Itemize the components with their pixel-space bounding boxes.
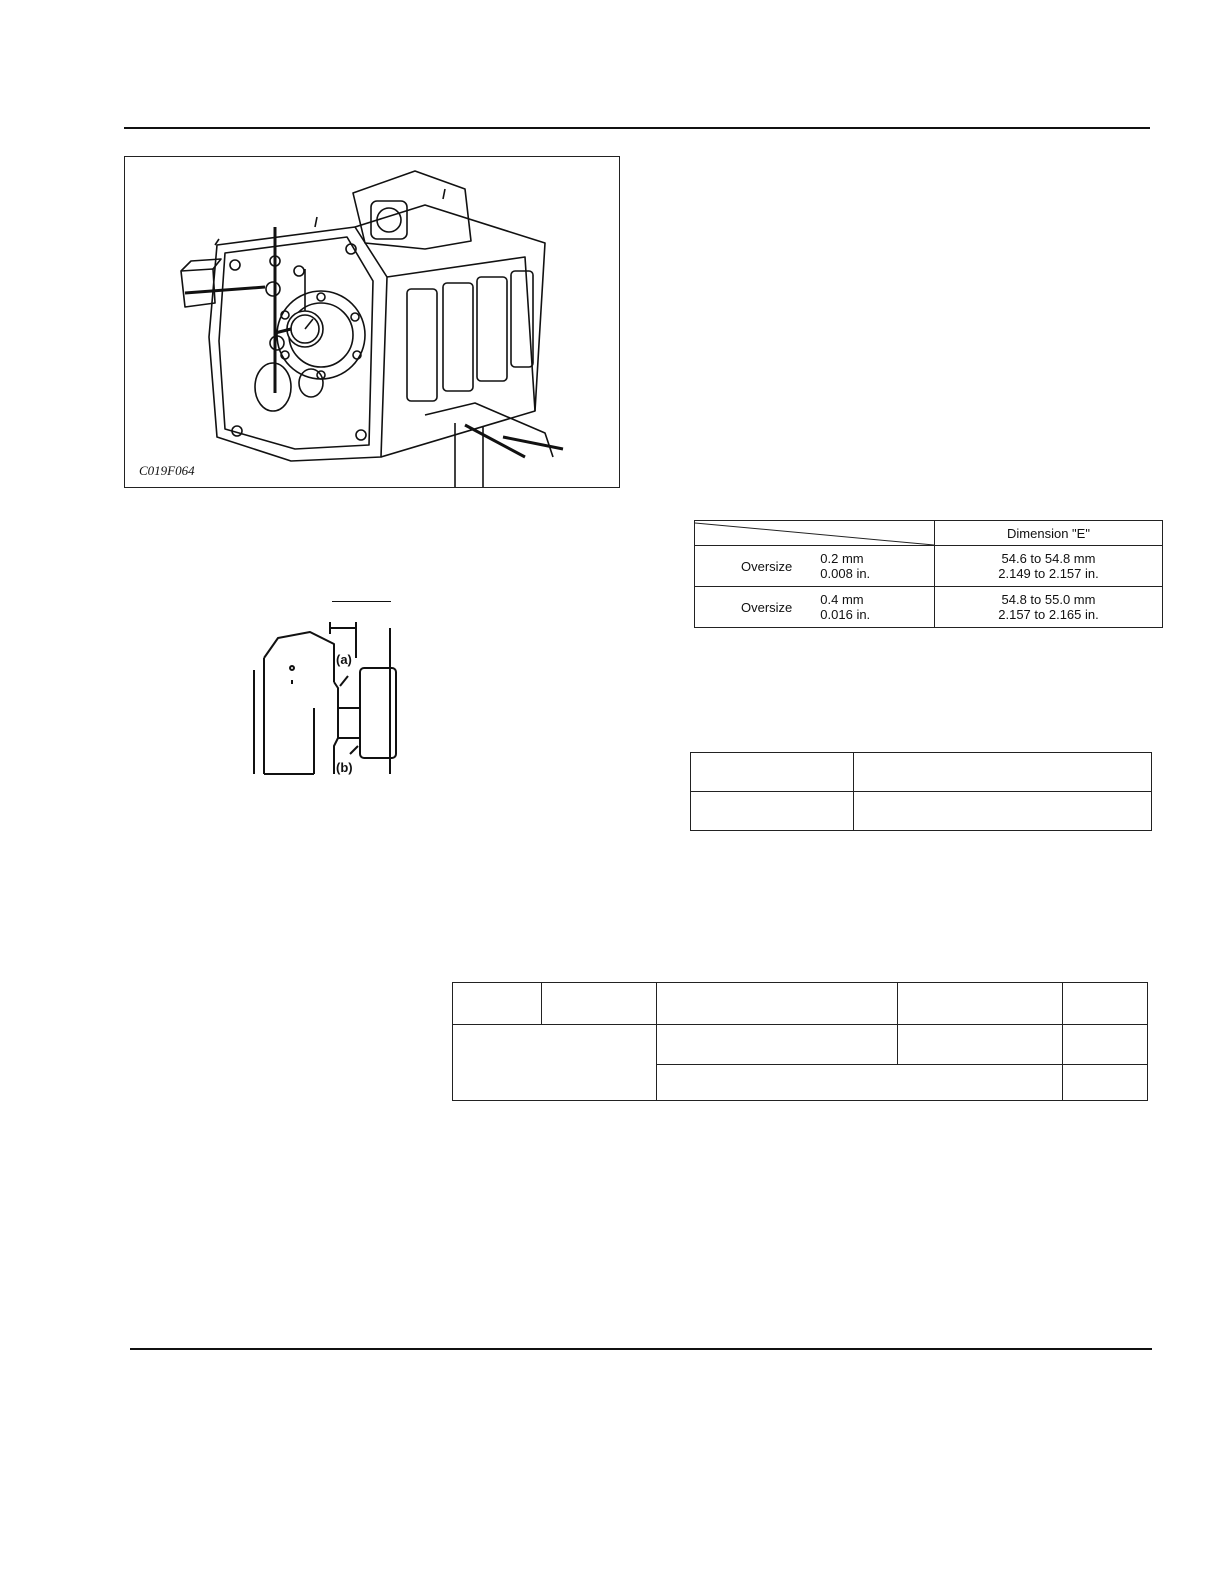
table-header-row (695, 521, 1163, 546)
fillet-label-a: (a) (336, 652, 352, 667)
table-row (691, 753, 1152, 792)
diagonal-header-cell (695, 521, 935, 546)
dimension-in: 2.149 to 2.157 in. (998, 566, 1099, 581)
blank-grid-table (452, 982, 1148, 1101)
dimension-mm: 54.6 to 54.8 mm (1001, 551, 1096, 566)
blank-spec-table (690, 752, 1152, 831)
oversize-label: Oversize (741, 558, 793, 574)
table-row (453, 983, 1148, 1025)
table-row (695, 587, 1163, 628)
oversize-mm: 0.4 mm (820, 592, 864, 607)
engine-dial-indicator-illustration (125, 157, 620, 488)
table-row (453, 1025, 1148, 1065)
oversize-in: 0.008 in. (820, 566, 871, 581)
dimension-e-table (694, 520, 1163, 628)
footer-rule (130, 1348, 1152, 1350)
oversize-label: Oversize (741, 599, 793, 615)
dimension-header: Dimension "E" (935, 521, 1163, 546)
fillet-label-b: (b) (336, 760, 353, 775)
crankshaft-icon (240, 598, 410, 778)
diagonal-line (695, 521, 934, 545)
header-rule (124, 127, 1150, 129)
oversize-in: 0.016 in. (820, 607, 871, 622)
engine-figure (124, 156, 620, 488)
crankshaft-fillet-diagram (240, 598, 410, 778)
figure-caption: C019F064 (139, 463, 195, 478)
dimension-mm: 54.8 to 55.0 mm (1001, 592, 1096, 607)
table-row (695, 546, 1163, 587)
oversize-mm: 0.2 mm (820, 551, 864, 566)
table-row (691, 792, 1152, 831)
dimension-in: 2.157 to 2.165 in. (998, 607, 1099, 622)
